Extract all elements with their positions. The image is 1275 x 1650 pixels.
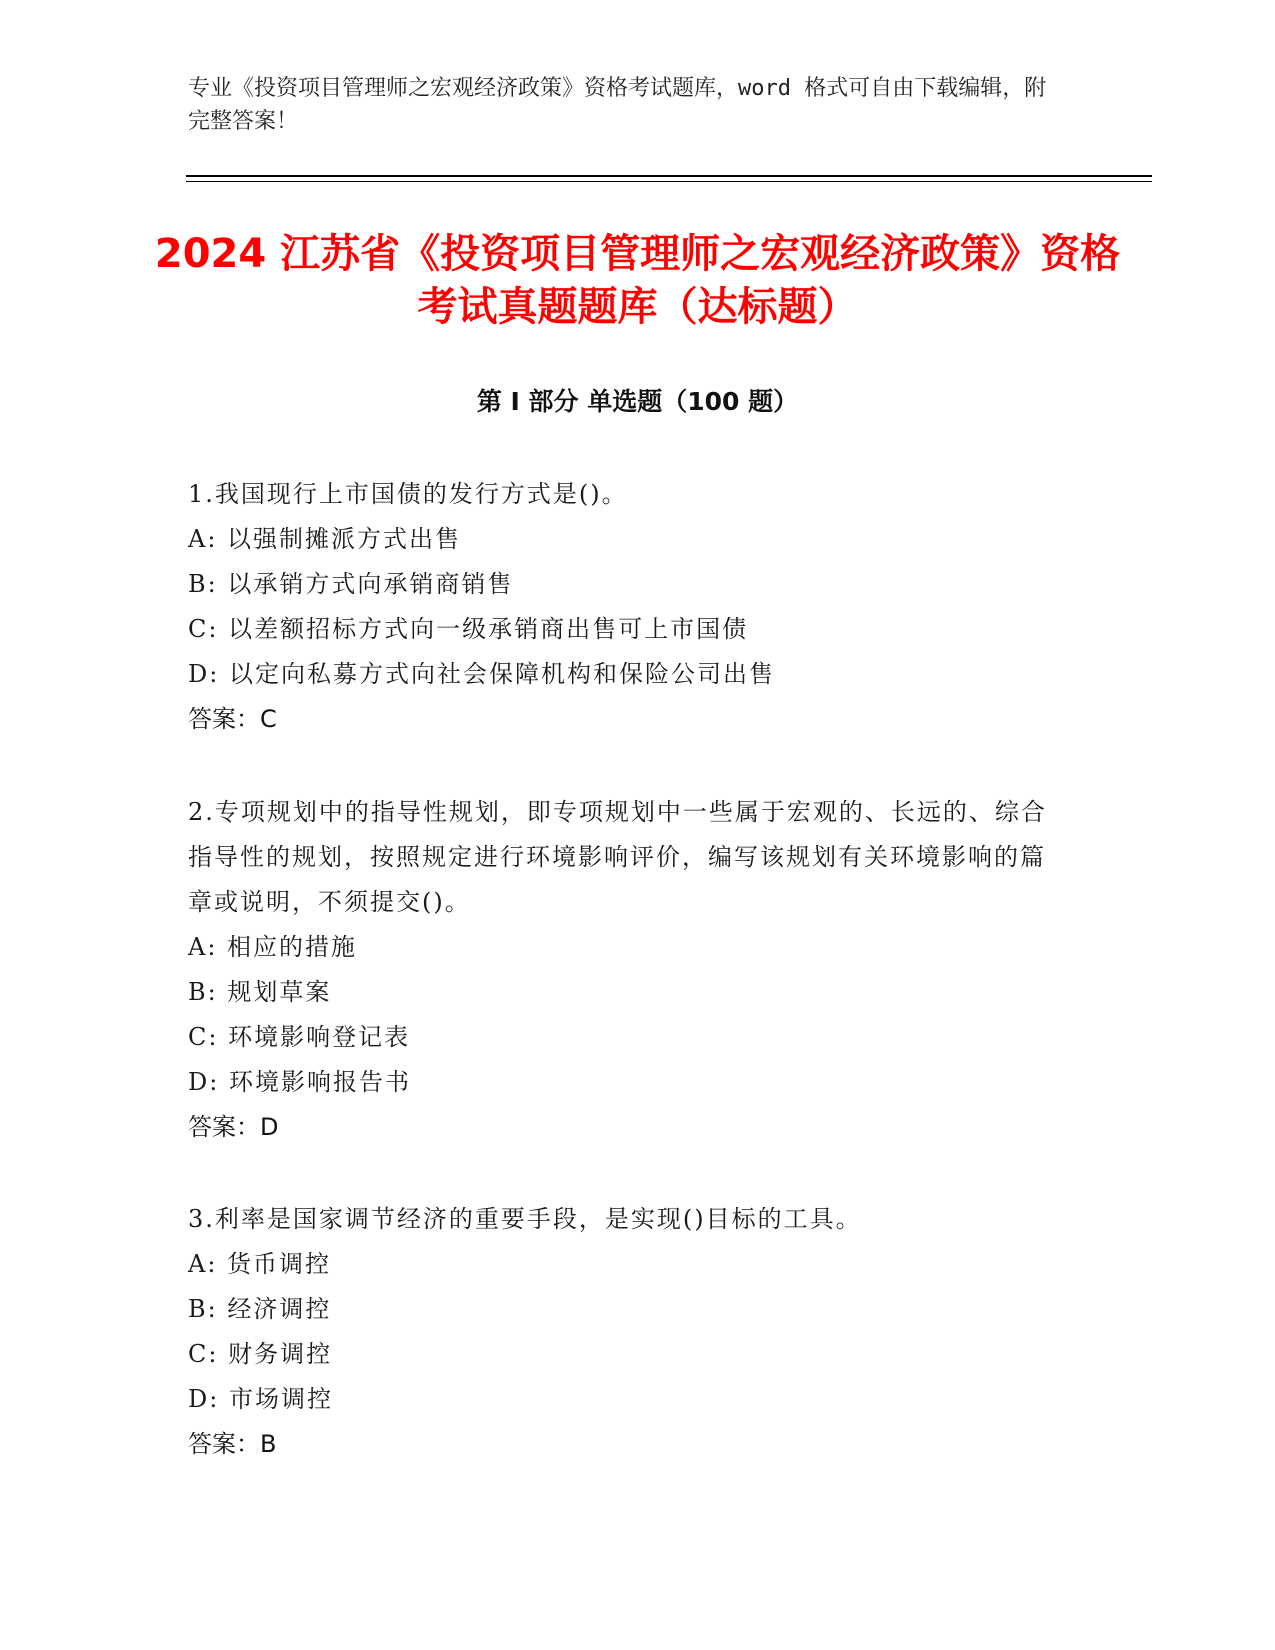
answer: 答案：C <box>188 705 277 733</box>
option-d: D: 以定向私募方式向社会保障机构和保险公司出售 <box>188 660 775 688</box>
option-b: B: 规划草案 <box>188 978 332 1006</box>
option-d: D: 环境影响报告书 <box>188 1068 411 1096</box>
question-stem: 1.我国现行上市国债的发行方式是()。 <box>188 480 628 508</box>
option-a: A: 相应的措施 <box>188 933 358 961</box>
header-note: 专业《投资项目管理师之宏观经济政策》资格考试题库，word 格式可自由下载编辑，附完整答案！ <box>188 76 1047 134</box>
option-b: B: 以承销方式向承销商销售 <box>188 570 514 598</box>
answer: 答案：D <box>188 1113 279 1141</box>
document-title: 2024 江苏省《投资项目管理师之宏观经济政策》资格考试真题题库（达标题） <box>154 231 1121 330</box>
option-b: B: 经济调控 <box>188 1295 332 1323</box>
question-3 <box>188 1197 1068 1467</box>
option-a: A: 以强制摊派方式出售 <box>188 525 462 553</box>
option-c: C: 环境影响登记表 <box>188 1023 411 1051</box>
header-divider <box>186 175 1152 177</box>
question-1 <box>188 472 1068 742</box>
section-title: 第 I 部分 单选题（100 题） <box>476 387 799 416</box>
option-c: C: 以差额招标方式向一级承销商出售可上市国债 <box>188 615 749 643</box>
option-d: D: 市场调控 <box>188 1385 333 1413</box>
question-stem: 3.利率是国家调节经济的重要手段，是实现()目标的工具。 <box>188 1205 862 1233</box>
answer: 答案：B <box>188 1430 277 1458</box>
question-stem: 2.专项规划中的指导性规划，即专项规划中一些属于宏观的、长远的、综合指导性的规划，按照规定进行环境影响评价，编写该规划有关环境影响的篇章或说明，不须提交()。 <box>188 798 1047 916</box>
question-2 <box>188 790 1068 1150</box>
option-a: A: 货币调控 <box>188 1250 332 1278</box>
option-c: C: 财务调控 <box>188 1340 333 1368</box>
header-divider-thin <box>186 181 1152 182</box>
